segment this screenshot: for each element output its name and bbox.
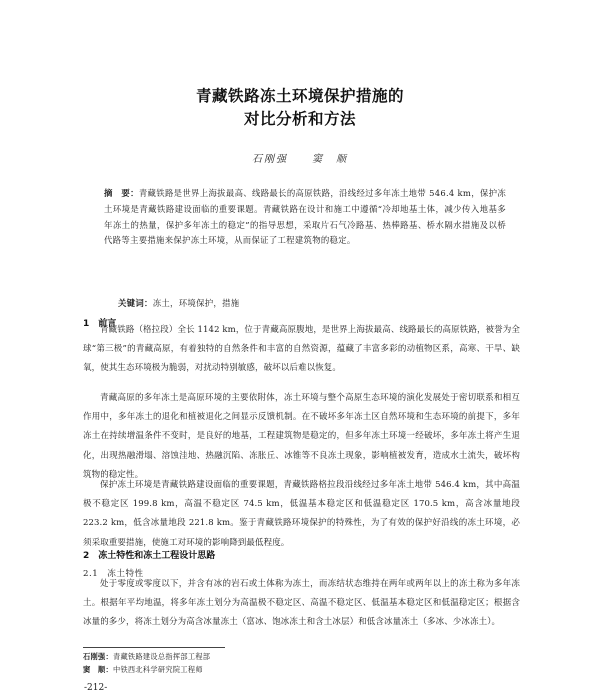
page-number: -212-: [84, 683, 108, 693]
authors: 石刚强 窦 顺: [252, 154, 348, 165]
footnote-1-text: 青藏铁路建设总指挥部工程部: [112, 652, 211, 661]
keywords: [118, 297, 508, 309]
section-1-heading: 1 前言: [83, 319, 117, 329]
abstract: [104, 186, 506, 249]
paragraph-3: 保护冻土环境是青藏铁路建设面临的重要课题，青藏铁路格拉段沿线经过多年冻土地带 546.4 km，其中高温极不稳定区 199.8 km，高温不稳定区 74.5 km，低温基本稳定区和低温稳定区 170.5 km，高含冰量地段 223.2 km，低含冰量地段 221.8 km。鉴于青藏铁路环境保护的特殊性，为了有效的保护好沿线的冻土环境，必须采取重要措施，使施工对环境的影响降到最低程度。: [83, 480, 520, 548]
section-2-heading: 2 冻土特性和冻土工程设计思路: [83, 551, 216, 561]
paragraph-1: 青藏铁路（格拉段）全长 1142 km，位于青藏高原腹地，是世界上海拔最高、线路最长的高原铁路，被誉为全球“第三极”的青藏高原，有着独特的自然条件和丰富的自然资源，蕴藏了丰富多彩的动植物区系，高寒、干旱、缺氧，使其生态环境极为脆弱，对扰动特别敏感，破坏以后难以恢复。: [83, 325, 520, 374]
footnote-divider: [83, 647, 225, 648]
section-2-1-heading: 2.1 冻土特性: [83, 569, 144, 579]
footnote-author-2: [83, 665, 203, 675]
paper-title-line-2: 对比分析和方法: [243, 110, 356, 128]
abstract-label: 摘 要：: [104, 188, 139, 198]
paragraph-2: 青藏高原的多年冻土是高原环境的主要依附体，冻土环境与整个高原生态环境的演化发展处于密切联系和相互作用中，多年冻土的退化和植被退化之间显示反馈机制。在不破坏多年冻土区自然环境和生态环境的前提下，多年冻土在持续增温条件不变时，是良好的地基，工程建筑物是稳定的，但多年冻土环境一经破坏，多年冻土将产生退化，出现热融滑塌、溶蚀洼地、热融沉陷、冻胀丘、冰锥等不良冻土现象，影响植被发育，造成水土流失，破坏构筑物的稳定性。: [83, 393, 520, 480]
keywords-label: 关键词：: [118, 298, 153, 308]
footnote-2-text: 中铁西北科学研究院工程师: [112, 665, 203, 674]
abstract-text: 青藏铁路是世界上海拔最高、线路最长的高原铁路，沿线经过多年冻土地带 546.4 km，保护冻土环境是青藏铁路建设面临的重要课题。青藏铁路在设计和施工中遵循“冷却地基土体，减少传入地基多年冻土的热量，保护多年冻土的稳定”的指导思想，采取片石气冷路基、热棒路基、桥水隔水措施及以桥代路等主要措施来保护冻土环境，从而保证了工程建筑物的稳定。: [104, 188, 506, 246]
footnote-author-1: [83, 652, 210, 662]
paper-title-line-1: 青藏铁路冻土环境保护措施的: [195, 87, 404, 105]
keywords-text: 冻土，环境保护，措施: [152, 298, 240, 308]
footnote-1-label: 石刚强：: [83, 652, 113, 661]
footnote-2-label: 窦 顺：: [83, 665, 113, 674]
paragraph-4: 处于零度或零度以下，并含有冰的岩石或土体称为冻土，而冻结状态维持在两年或两年以上的冻土称为多年冻土。根据年平均地温，将多年冻土划分为高温极不稳定区、高温不稳定区、低温基本稳定区和低温稳定区；根据含冰量的多少，将冻土划分为高含冰量冻土（富冰、饱冰冻土和含土冰层）和低含冰量冻土（多冰、少冰冻土）。: [83, 579, 520, 628]
